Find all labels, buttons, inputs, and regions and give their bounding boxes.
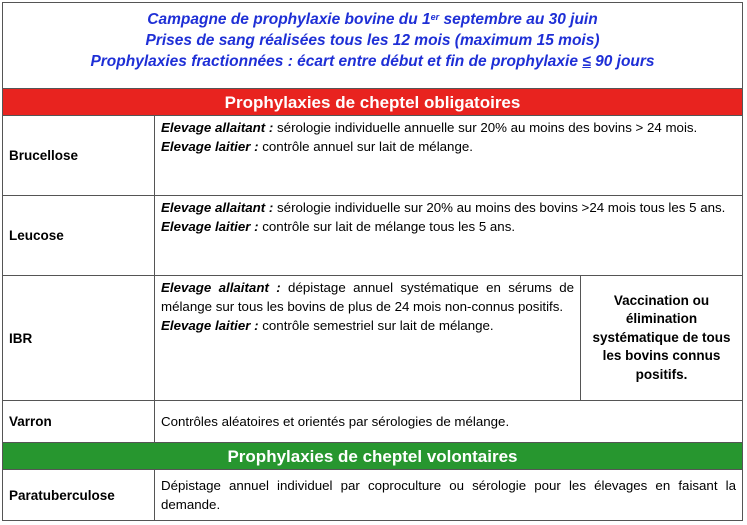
section-volontaires-heading: Prophylaxies de cheptel volontaires [3,442,742,470]
prophylaxis-table [2,2,743,521]
disease-name: IBR [3,276,155,400]
disease-name: Brucellose [3,116,155,195]
header-line-3: Prophylaxies fractionnées : écart entre début et fin de prophylaxie ≤ 90 jours [90,53,655,70]
header-line-2: Prises de sang réalisées tous les 12 mois (maximum 15 mois) [145,32,600,49]
table-row-leucose [3,196,742,276]
campaign-header [3,3,742,88]
disease-description: Elevage allaitant : sérologie individuelle sur 20% au moins des bovins >24 mois tous les 5 ans. Elevage laitier : contrôle sur lait de mélange tous les 5 ans. [161,200,726,234]
ibr-side-note: Vaccination ou élimination systématique de tous les bovins connus positifs. [580,276,742,400]
table-row-ibr [3,276,742,401]
disease-name: Varron [3,401,155,442]
table-row-paratuberculose [3,470,742,520]
table-row-brucellose [3,116,742,196]
header-line-1: Campagne de prophylaxie bovine du 1er septembre au 30 juin [147,11,598,28]
disease-description: Elevage allaitant : sérologie individuelle annuelle sur 20% au moins des bovins > 24 mois. Elevage laitier : contrôle annuel sur lait de mélange. [161,120,698,154]
disease-description: Elevage allaitant : dépistage annuel systématique en sérums de mélange sur tous les bovins de plus de 24 mois non-connus positifs. Elevage laitier : contrôle semestriel sur lait de mélange. [161,280,574,333]
disease-name: Paratuberculose [3,470,155,520]
section-obligatoires-heading: Prophylaxies de cheptel obligatoires [3,88,742,116]
disease-name: Leucose [3,196,155,275]
disease-description: Contrôles aléatoires et orientés par sérologies de mélange. [161,414,510,429]
disease-description: Dépistage annuel individuel par coproculture ou sérologie pour les élevages en faisant la demande. [161,478,736,512]
table-row-varron [3,401,742,442]
